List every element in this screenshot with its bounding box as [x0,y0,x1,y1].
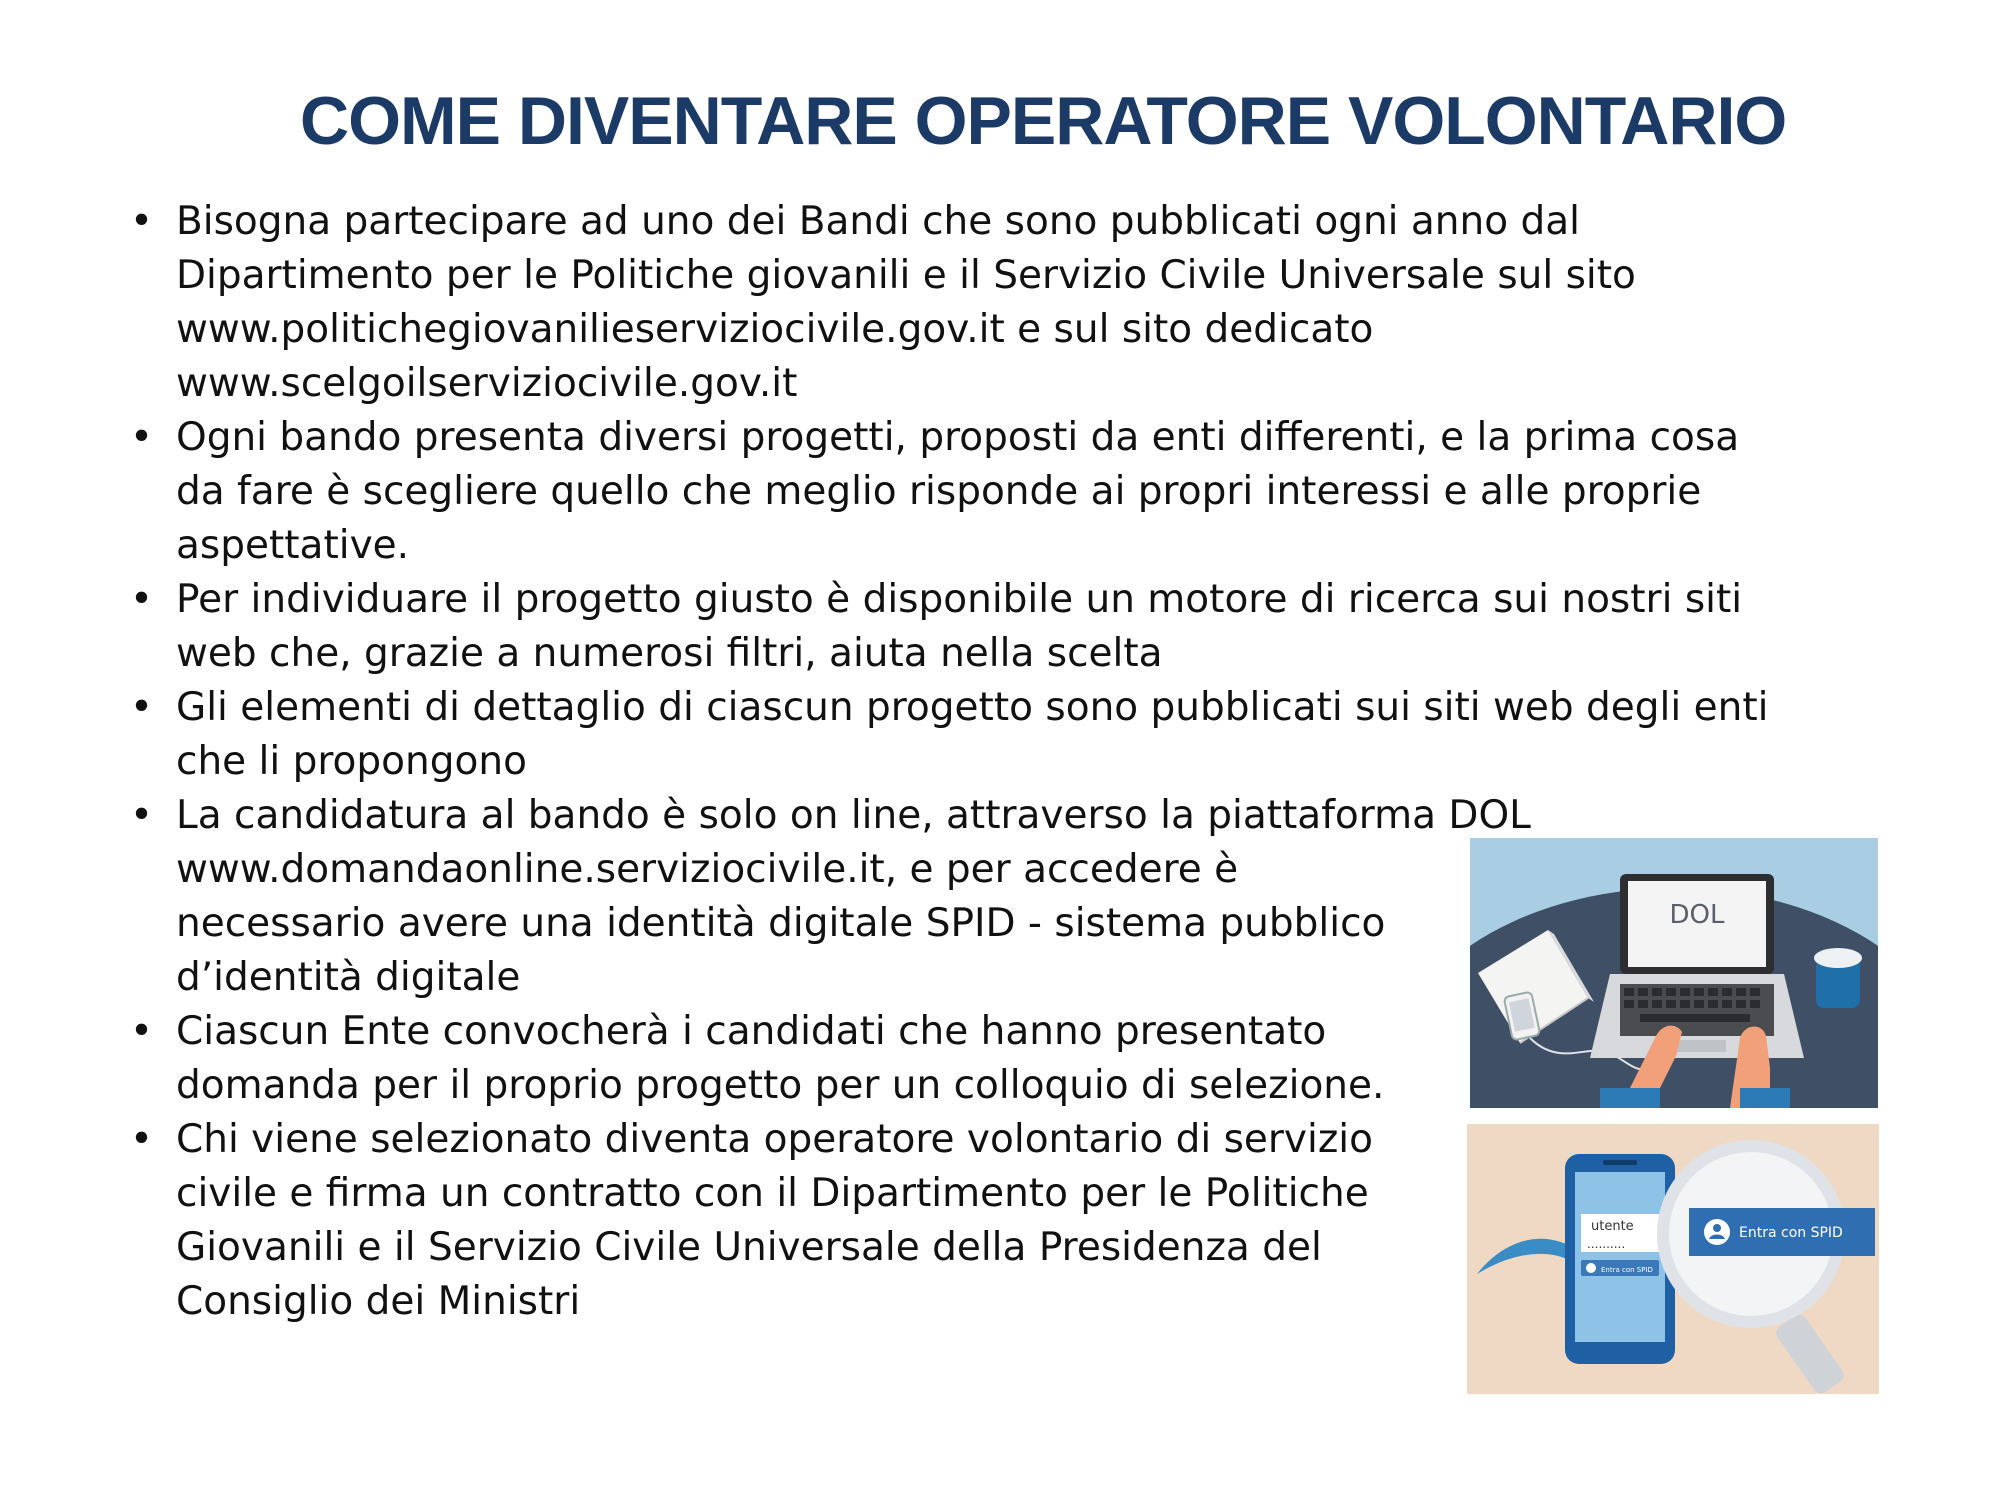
bullet-line: www.politichegiovanilieserviziocivile.gov.it e sul sito dedicato [176,307,1374,352]
spid-button-text: Entra con SPID [1739,1225,1843,1241]
bullet-line: Bisogna partecipare ad uno dei Bandi che sono pubblicati ogni anno dal [176,199,1580,244]
bullet-line: Gli elementi di dettaglio di ciascun progetto sono pubblicati sui siti web degli enti [176,685,1769,730]
bullet-line: domanda per il proprio progetto per un colloquio di selezione. [176,1063,1385,1108]
bullet-dot: • [130,1009,154,1054]
spid-login-image [1467,1124,1879,1394]
bullet-line: civile e firma un contratto con il Dipartimento per le Politiche [176,1171,1369,1216]
bullet-dot: • [130,415,154,460]
bullet-dot: • [130,793,154,838]
bullet-item [130,681,1890,789]
bullet-line: web che, grazie a numerosi filtri, aiuta nella scelta [176,631,1163,676]
bullet-line: da fare è scegliere quello che meglio risponde ai propri interessi e alle proprie [176,469,1702,514]
bullet-line: Consiglio dei Ministri [176,1279,581,1324]
bullet-dot: • [130,1117,154,1162]
bullet-line: d’identità digitale [176,955,521,1000]
bullet-line: Ogni bando presenta diversi progetti, proposti da enti differenti, e la prima cosa [176,415,1740,460]
smartphone-icon [1565,1154,1675,1364]
spid-button-graphic [1689,1208,1875,1256]
page-title: COME DIVENTARE OPERATORE VOLONTARIO [300,83,1787,159]
bullet-line: Per individuare il progetto giusto è disponibile un motore di ricerca sui nostri siti [176,577,1743,622]
bullet-dot: • [130,199,154,244]
phone-username-label: utente [1591,1219,1634,1234]
bullet-item [130,573,1890,681]
bullet-dot: • [130,685,154,730]
bullet-dot: • [130,577,154,622]
bullet-line: che li propongono [176,739,527,784]
bullet-item [130,411,1890,573]
laptop-dol-illustration [1470,838,1878,1108]
bullet-line: Dipartimento per le Politiche giovanili e il Servizio Civile Universale sul sito [176,253,1636,298]
bullet-line: Chi viene selezionato diventa operatore volontario di servizio [176,1117,1374,1162]
cup-icon [1814,948,1862,1008]
bullet-line: La candidatura al bando è solo on line, attraverso la piattaforma DOL [176,793,1531,838]
bullet-line: necessario avere una identità digitale SPID - sistema pubblico [176,901,1386,946]
laptop-dol-image [1470,838,1878,1108]
bullet-line: Giovanili e il Servizio Civile Universale della Presidenza del [176,1225,1322,1270]
bullet-line: www.scelgoilserviziocivile.gov.it [176,361,798,406]
bullet-item [130,195,1890,411]
bullet-line: Ciascun Ente convocherà i candidati che hanno presentato [176,1009,1327,1054]
phone-password-dots: .......... [1587,1237,1626,1251]
laptop-icon [1590,874,1804,1058]
phone-spid-button-text: Entra con SPID [1601,1266,1653,1274]
spid-login-illustration [1467,1124,1879,1394]
bullet-line: www.domandaonline.serviziocivile.it, e per accedere è [176,847,1239,892]
dol-screen-text: DOL [1669,900,1725,930]
bullet-line: aspettative. [176,523,410,568]
